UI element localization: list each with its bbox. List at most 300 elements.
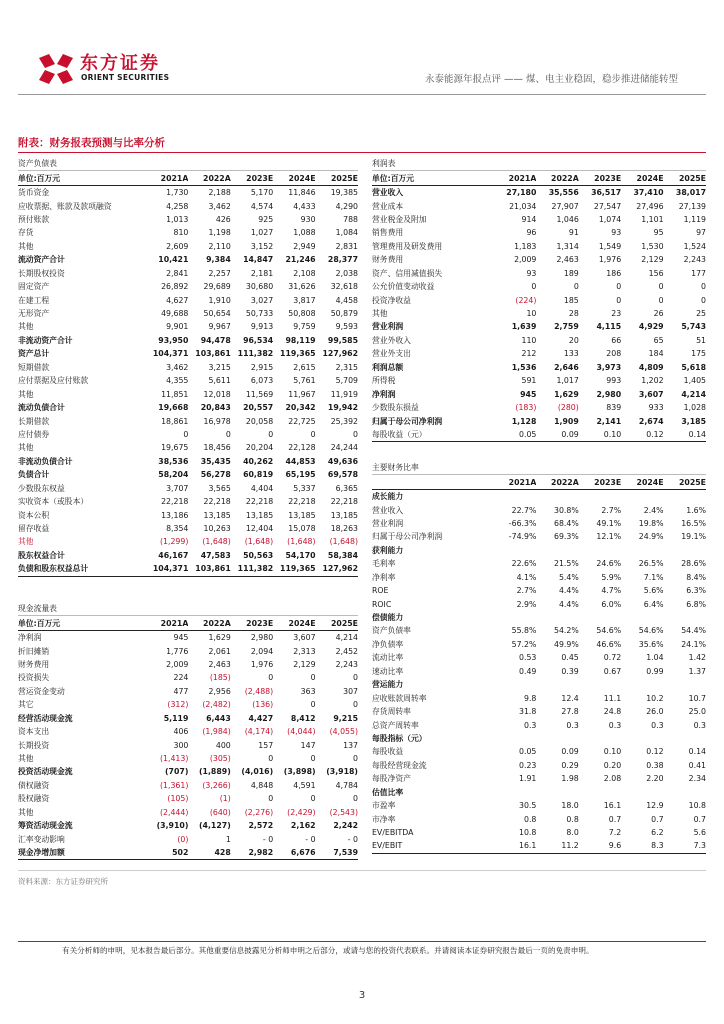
table-row: [18, 468, 358, 481]
table-header-row: [372, 475, 706, 489]
row-value: 0: [353, 754, 358, 764]
row-label: 长期借款: [18, 416, 50, 426]
row-value: 9,901: [166, 322, 189, 332]
row-value: 127,962: [322, 349, 358, 359]
table-row: [372, 530, 706, 543]
row-value: [664, 489, 706, 503]
row-value: 25,392: [330, 416, 358, 426]
row-value: 18.0: [561, 801, 579, 811]
row-value: 58,204: [158, 470, 189, 480]
row-value: 0: [268, 794, 274, 804]
row-value: 175: [691, 349, 706, 359]
table-row: [18, 320, 358, 333]
row-value: 10,263: [203, 524, 231, 534]
table-row: [18, 779, 358, 792]
table-row: [372, 307, 706, 320]
row-value: 22,218: [161, 497, 189, 507]
row-value: 2,915: [250, 362, 274, 372]
table-row: [372, 611, 706, 624]
row-value: 5,611: [208, 376, 231, 386]
row-value: 32,618: [330, 282, 358, 292]
row-value: [494, 489, 536, 503]
row-value: 10.7: [688, 693, 706, 703]
row-value: 2,162: [290, 821, 316, 831]
table-row: [18, 725, 358, 738]
row-value: [579, 611, 621, 624]
row-value: (3,918): [326, 767, 358, 777]
row-value: 3,462: [166, 362, 189, 372]
row-value: 3,973: [596, 362, 622, 372]
table-row: [372, 293, 706, 306]
column-header: 2024E: [273, 171, 315, 185]
row-value: 4,848: [250, 780, 274, 790]
empty-cell: [664, 157, 706, 171]
row-value: 28: [568, 309, 579, 319]
row-value: 224: [173, 673, 189, 683]
row-value: 5,170: [250, 188, 274, 198]
row-value: 24.6%: [596, 559, 622, 569]
unit-header: 单位:百万元: [18, 616, 146, 630]
row-label: 资本支出: [18, 727, 50, 737]
row-value: 933: [648, 403, 664, 413]
table-row: [372, 199, 706, 212]
row-label: 净利率: [372, 572, 396, 582]
row-value: 3,027: [250, 295, 274, 305]
row-value: 21,034: [509, 201, 537, 211]
column-header: 2025E: [316, 171, 358, 185]
row-label: 应付票据及应付账款: [18, 376, 89, 386]
table-row: [18, 280, 358, 293]
table-row: [18, 293, 358, 306]
row-value: 19,675: [161, 443, 189, 453]
row-label: 筹资活动现金流: [18, 821, 73, 831]
row-value: 1,202: [641, 376, 664, 386]
table-row: [18, 522, 358, 535]
row-value: 0: [310, 673, 316, 683]
row-value: 477: [173, 686, 189, 696]
row-value: 49.1%: [596, 518, 622, 528]
row-value: 111,382: [231, 562, 273, 576]
row-value: 137: [343, 740, 358, 750]
row-value: 20,058: [245, 416, 274, 426]
row-label: 每股指标（元）: [372, 733, 427, 743]
row-value: (1,648): [329, 537, 358, 547]
row-label: 每股净资产: [372, 774, 411, 784]
row-value: 0: [658, 282, 664, 292]
table-row: [18, 226, 358, 239]
row-value: (185): [209, 673, 231, 683]
row-label: 净利润: [18, 633, 42, 643]
row-value: 2.34: [688, 774, 706, 784]
table-row: [18, 347, 358, 360]
row-label: 在建工程: [18, 295, 50, 305]
row-value: (1,648): [202, 537, 231, 547]
row-label: 折旧摊销: [18, 646, 50, 656]
row-value: 1,088: [293, 228, 316, 238]
row-value: [579, 544, 621, 557]
row-value: 4.4%: [558, 599, 579, 609]
table-row: [372, 678, 706, 691]
row-value: [536, 786, 578, 799]
row-value: 19,385: [330, 188, 358, 198]
row-value: 103,861: [195, 349, 231, 359]
row-value: 9.8: [523, 693, 537, 703]
row-value: 18,263: [330, 524, 358, 534]
row-value: 65: [653, 335, 664, 345]
row-value: 6.0%: [601, 599, 622, 609]
row-value: 0: [310, 700, 316, 710]
row-value: 14,847: [243, 255, 274, 265]
row-value: 4,115: [596, 322, 622, 332]
row-value: 0: [353, 700, 358, 710]
row-value: 0.8: [566, 814, 579, 824]
column-header: 2021A: [494, 171, 536, 185]
row-value: 93,950: [158, 335, 189, 345]
row-value: 54.6%: [596, 626, 622, 636]
row-value: 24.8: [603, 707, 622, 717]
row-value: 1,074: [598, 214, 622, 224]
row-value: 2.4%: [643, 505, 664, 515]
row-value: 406: [173, 727, 189, 737]
row-value: 4.4%: [558, 586, 579, 596]
column-header: 2023E: [579, 475, 621, 489]
row-value: 9,215: [333, 713, 358, 723]
row-value: 18,861: [161, 416, 189, 426]
row-value: 27,547: [593, 201, 622, 211]
row-value: 12,404: [245, 524, 274, 534]
row-value: 2,980: [250, 633, 274, 643]
row-value: 8.4%: [686, 572, 706, 582]
row-value: 96: [526, 228, 537, 238]
row-label: 营业税金及附加: [372, 214, 427, 224]
table-row: [18, 307, 358, 320]
table-row: [18, 806, 358, 819]
row-value: 3,152: [250, 241, 274, 251]
row-value: 1,530: [641, 241, 664, 251]
row-label: 经营活动现金流: [18, 713, 73, 723]
empty-cell: [273, 602, 315, 616]
row-value: 11,569: [245, 389, 274, 399]
income-statement-table: [372, 157, 706, 442]
row-value: 2,572: [248, 821, 274, 831]
table-row: [18, 508, 358, 521]
row-value: 0.05: [519, 747, 537, 757]
row-value: [621, 489, 663, 503]
row-value: 9,759: [293, 322, 316, 332]
table-title-row: [372, 461, 706, 475]
row-label: 成长能力: [372, 492, 404, 502]
row-value: 2,243: [683, 255, 706, 265]
row-label: EV/EBITDA: [372, 828, 414, 838]
row-label: 应付债券: [18, 429, 50, 439]
row-value: 0.3: [608, 720, 622, 730]
row-value: 11.2: [536, 839, 578, 853]
row-value: 38,536: [158, 456, 189, 466]
table-row: [372, 226, 706, 239]
row-value: 31.8: [519, 707, 537, 717]
row-value: 0: [531, 282, 537, 292]
row-value: 0.7: [693, 814, 706, 824]
table-row: [372, 489, 706, 503]
table-row: [18, 819, 358, 832]
row-value: 1,183: [514, 241, 537, 251]
row-value: 307: [343, 686, 358, 696]
row-value: 27,139: [678, 201, 706, 211]
row-value: 0: [310, 429, 316, 439]
row-value: (2,488): [244, 686, 274, 696]
orient-securities-logo-icon: [35, 52, 77, 86]
row-value: 1,524: [683, 241, 706, 251]
row-value: 6.3%: [686, 586, 706, 596]
row-label: 非流动资产合计: [18, 335, 73, 345]
row-value: (4,016): [241, 767, 274, 777]
row-value: 2.08: [603, 774, 622, 784]
row-value: 94,478: [200, 335, 231, 345]
row-value: 15,078: [288, 524, 316, 534]
table-row: [18, 685, 358, 698]
row-value: 945: [173, 633, 189, 643]
row-value: (1,889): [198, 767, 231, 777]
empty-cell: [316, 157, 358, 171]
row-value: 10.2: [646, 693, 664, 703]
row-value: 46,167: [158, 550, 189, 560]
row-value: 26.5%: [638, 559, 664, 569]
column-header: 2024E: [621, 171, 663, 185]
row-value: 1,976: [250, 659, 274, 669]
table-row: [372, 428, 706, 442]
row-value: 54.6%: [638, 626, 664, 636]
table-row: [18, 428, 358, 441]
row-value: [536, 544, 578, 557]
row-value: (183): [515, 403, 537, 413]
row-value: 22.7%: [511, 505, 537, 515]
row-value: 0: [268, 429, 274, 439]
row-value: 4,214: [681, 389, 706, 399]
row-value: (4,055): [329, 727, 358, 737]
row-label: 实收资本（或股本）: [18, 497, 89, 507]
table-row: [372, 347, 706, 360]
table-row: [372, 374, 706, 387]
row-value: 2,463: [556, 255, 579, 265]
row-value: [664, 732, 706, 745]
row-value: 4,784: [335, 780, 358, 790]
empty-cell: [621, 461, 663, 475]
row-value: 4,355: [166, 376, 189, 386]
row-value: 22,218: [245, 497, 274, 507]
row-value: 49,636: [327, 456, 358, 466]
row-label: 股东权益合计: [18, 550, 65, 560]
row-value: 1,909: [554, 416, 579, 426]
table-row: [18, 671, 358, 684]
row-value: 55.8%: [511, 626, 537, 636]
row-value: [664, 611, 706, 624]
row-value: [579, 732, 621, 745]
table-row: [372, 597, 706, 610]
empty-cell: [188, 157, 230, 171]
row-value: 0: [353, 794, 358, 804]
table-row: [372, 267, 706, 280]
row-value: 185: [563, 295, 579, 305]
row-value: 4,214: [335, 633, 358, 643]
row-value: 28,377: [327, 255, 358, 265]
row-label: 归属于母公司净利润: [372, 416, 443, 426]
table-title-row: [18, 602, 358, 616]
row-value: 22,128: [288, 443, 316, 453]
table-title: 利润表: [372, 157, 494, 171]
row-value: 0.10: [579, 428, 621, 442]
row-value: 300: [173, 740, 189, 750]
table-row: [18, 374, 358, 387]
table-row: [18, 199, 358, 212]
row-value: 46.6%: [596, 639, 622, 649]
row-value: 13,186: [161, 510, 189, 520]
row-value: 49,688: [161, 309, 189, 319]
source-divider: [18, 870, 706, 871]
row-label: 短期借款: [18, 362, 50, 372]
row-value: 7.3: [664, 839, 706, 853]
row-value: [536, 611, 578, 624]
row-value: 0.49: [519, 666, 537, 676]
row-value: [621, 678, 663, 691]
table-row: [372, 401, 706, 414]
row-value: 157: [258, 740, 274, 750]
table-row: [18, 482, 358, 495]
row-value: - 0: [347, 834, 358, 844]
column-header: 2021A: [494, 475, 536, 489]
row-value: 4.1%: [516, 572, 537, 582]
row-value: 1.6%: [686, 505, 706, 515]
row-value: (224): [515, 295, 537, 305]
row-value: 2,009: [514, 255, 537, 265]
row-label: 净利润: [372, 389, 396, 399]
row-value: 0.23: [519, 760, 537, 770]
row-value: 0.12: [646, 747, 664, 757]
table-row: [18, 387, 358, 400]
row-value: 2,061: [208, 646, 231, 656]
table-row: [18, 455, 358, 468]
row-label: 营业外收入: [372, 335, 411, 345]
column-header: 2025E: [664, 171, 706, 185]
row-label: 公允价值变动收益: [372, 282, 435, 292]
table-header-row: [372, 171, 706, 185]
row-value: 0.38: [646, 760, 664, 770]
table-row: [18, 495, 358, 508]
row-value: 189: [563, 268, 579, 278]
row-value: 4,290: [335, 201, 358, 211]
row-value: 97: [696, 228, 706, 238]
row-label: 预付账款: [18, 214, 50, 224]
row-value: 93: [611, 228, 622, 238]
row-value: 98,119: [285, 335, 316, 345]
row-value: (2,444): [159, 807, 189, 817]
brand-name-cn: 东方证券: [80, 53, 160, 74]
row-value: 22.6%: [511, 559, 537, 569]
row-label: EV/EBIT: [372, 839, 494, 853]
row-value: 2,956: [208, 686, 231, 696]
row-value: 1,119: [683, 214, 706, 224]
table-row: [372, 691, 706, 704]
row-value: 11,967: [288, 389, 316, 399]
row-value: 1,101: [641, 214, 664, 224]
row-value: (1,299): [159, 537, 189, 547]
row-value: 133: [563, 349, 579, 359]
row-value: 49.9%: [554, 639, 579, 649]
column-header: 2022A: [536, 475, 578, 489]
row-value: 1,910: [208, 295, 231, 305]
row-value: 119,365: [280, 349, 316, 359]
row-value: 2.7%: [516, 586, 537, 596]
row-value: 0.10: [603, 747, 622, 757]
row-value: 4,258: [166, 201, 189, 211]
row-value: 5.9%: [601, 572, 622, 582]
unit-header: 单位:百万元: [372, 171, 494, 185]
row-value: 1,027: [250, 228, 274, 238]
row-value: 28.6%: [681, 559, 706, 569]
table-row: [18, 361, 358, 374]
row-label: 其它: [18, 700, 34, 710]
row-label: 留存收益: [18, 524, 50, 534]
row-value: 839: [606, 403, 622, 413]
row-label: 估值比率: [372, 787, 404, 797]
table-row: [372, 240, 706, 253]
row-value: 5,337: [293, 483, 316, 493]
row-value: 2,982: [231, 846, 273, 860]
table-row: [372, 799, 706, 812]
row-label: 债权融资: [18, 780, 50, 790]
table-row: [18, 267, 358, 280]
row-value: 4,574: [250, 201, 274, 211]
row-value: (4,044): [287, 727, 316, 737]
row-value: 9,593: [335, 322, 358, 332]
row-value: 1,639: [511, 322, 537, 332]
row-label: 所得税: [372, 376, 396, 386]
row-value: 21,246: [285, 255, 316, 265]
empty-cell: [146, 157, 188, 171]
row-label: 营业外支出: [372, 349, 411, 359]
row-value: 0: [616, 282, 622, 292]
row-label: 其他: [18, 443, 34, 453]
table-row: [372, 759, 706, 772]
table-row: [18, 698, 358, 711]
row-value: 1,017: [556, 376, 579, 386]
table-row: [372, 280, 706, 293]
row-value: 23: [611, 309, 622, 319]
row-value: 0.12: [621, 428, 663, 442]
table-row: [18, 644, 358, 657]
column-header: 2021A: [146, 616, 188, 630]
row-value: 1.91: [519, 774, 537, 784]
row-label: 利润总额: [372, 362, 404, 372]
footer-divider: [18, 941, 706, 942]
row-label: 投资净收益: [372, 295, 411, 305]
row-label: 流动资产合计: [18, 255, 65, 265]
row-label: 财务费用: [372, 255, 404, 265]
row-value: 18,456: [203, 443, 231, 453]
appendix-divider: [18, 152, 706, 153]
column-header: 2025E: [316, 616, 358, 630]
row-value: 9,913: [250, 322, 274, 332]
row-label: 其他: [372, 309, 388, 319]
table-row: [18, 658, 358, 671]
row-value: (280): [557, 403, 579, 413]
row-value: 2,141: [596, 416, 622, 426]
empty-cell: [273, 157, 315, 171]
row-value: 2,181: [250, 268, 274, 278]
table-row: [18, 832, 358, 845]
row-value: 0.20: [603, 760, 622, 770]
row-value: 5,743: [681, 322, 706, 332]
row-value: 54,170: [285, 550, 316, 560]
